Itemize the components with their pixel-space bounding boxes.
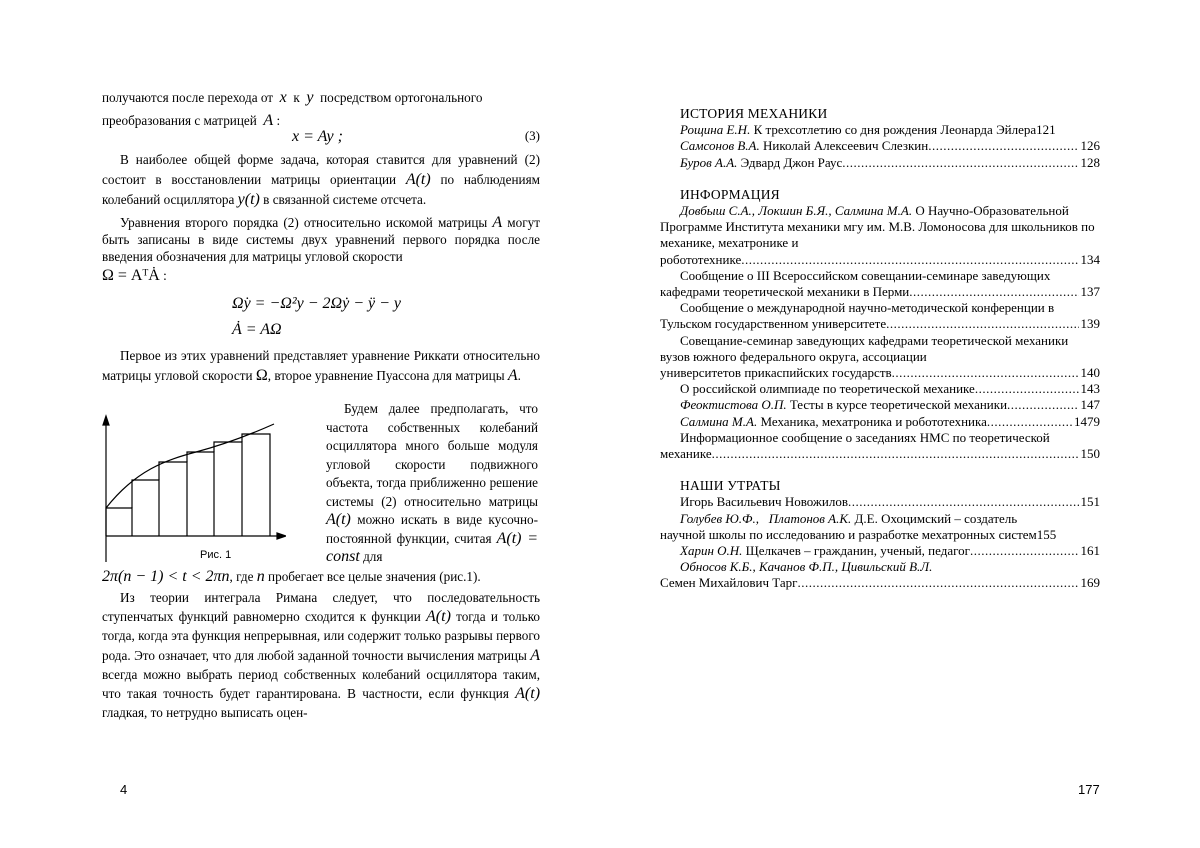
section-history-items [660, 122, 1100, 171]
page-number-right: 177 [1078, 782, 1100, 797]
section-title-history: ИСТОРИЯ МЕХАНИКИ [680, 106, 828, 121]
paragraph-3: Уравнения второго порядка (2) относительно искомой матрицы A могут быть записаны в виде системы двух уравнений первого порядка после введения обозначения для матрицы угловой скорости Ω = AᵀȦ : [102, 214, 540, 284]
toc-item[interactable]: Сообщение о III Всероссийском совещании-семинаре заведующих кафедрами теоретической механики в Перми ..... 137 [660, 268, 1100, 300]
toc-item[interactable]: Довбыш С.А., Локшин Б.Я., Салмина М.А. О Научно-Образовательной Программе Института механики мгу им. М.В. Ломоносова для школьников по механике, мехатронике и робототехнике ..... 134 [660, 203, 1100, 268]
curve [106, 424, 274, 508]
paragraph-4: Первое из этих уравнений представляет уравнение Риккати относительно матрицы угловой скорости Ω, второе уравнение Пуассона для матрицы A. [102, 348, 540, 384]
paragraph-2: В наиболее общей форме задача, которая ставится для уравнений (2) состоит в восстановлении матрицы ориентации A(t) по наблюдениям колебаний осциллятора y(t) в связанной системе отсчета. [102, 152, 540, 208]
inequality-line: 2π(n − 1) < t < 2πn, где n пробегает все целые значения (рис.1). [102, 568, 481, 585]
left-page: получаются после перехода от x к y посредством ортогонального преобразования с матрицей A : x = Ay ; (3) В наиболее общей форме задача, которая ставится для уравнений (2) состоит в восстановлении матрицы ориентации A(t) по наблюдениям колебаний осциллятора y(t) в связанной системе отсчета. Уравнения второго порядка (2) относительно искомой матрицы A могут быть записаны в виде системы двух уравнений первого порядка после введения обозначения для матрицы угловой скорости Ω = AᵀȦ : Ω̇y = −Ω²y − 2Ωẏ − ÿ − y Ȧ = AΩ Первое из этих уравнений представляет уравнение Риккати относительно матрицы угловой скорости Ω, второе уравнение Пуассона для матрицы A. Рис. 1 Будем далее предполагать, что частота собственных колебаний осциллятора много больше модуля угловой скорости подвижного объекта, тогда приближенно решение системы (2) относительно матрицы A(t) можно искать в виде кусочно-постоянной функции, считая A(t) = const для 2π(n − 1) < t < 2πn, где n пробегает все целые значения (рис.1). Из теории интеграла Римана следует, что последовательность ступенчатых функций равномерно сходится к функции A(t) тогда и только тогда, когда эта функция непрерывная, или содержит только разрывы первого рода. Это означает, что для любой заданной точности вычисления матрицы A всегда можно выбрать период собственных колебаний осциллятора таким, что такая точность будет гарантирована. В частности, если функция A(t) гладкая, то нетрудно выписать оцен- 4 [0, 0, 600, 848]
toc-item[interactable]: Голубев Ю.Ф., Платонов А.К. Д.Е. Охоцимский – создатель научной школы по исследованию и разработке мехатронных систем 155 [660, 510, 1057, 542]
toc-item[interactable]: Буров А.А. Эдвард Джон Раус ..... 128 [660, 155, 1100, 171]
toc-item[interactable]: Самсонов В.А. Николай Алексеевич Слезкин ..... 126 [660, 138, 1100, 154]
step-bars [106, 434, 270, 536]
toc-item[interactable]: Информационное сообщение о заседаниях НМС по теоретической механике ..... 150 [660, 430, 1100, 462]
paragraph-1: получаются после перехода от x к y посредством ортогонального преобразования с матрицей A : [102, 89, 483, 129]
toc-item[interactable]: Совещание-семинар заведующих кафедрами теоретической механики вузов южного федерального округа, ассоциации университетов прикаспийских государств ..... 140 [660, 333, 1100, 382]
figure-caption: Рис. 1 [200, 549, 232, 561]
toc-item[interactable]: Сообщение о международной научно-методической конференции в Тульском государственном университете ..... 139 [660, 300, 1100, 332]
right-page [600, 0, 1200, 848]
toc-item[interactable]: Игорь Васильевич Новожилов ..... 151 [660, 494, 1100, 510]
section-title-information: ИНФОРМАЦИЯ [680, 186, 780, 202]
paragraph-wrap-figure: Будем далее предполагать, что частота собственных колебаний осциллятора много больше модуля угловой скорости подвижного объекта, тогда приближенно решение системы (2) относительно матрицы A(t) можно искать в виде кусочно-постоянной функции, считая A(t) = const для [326, 401, 539, 565]
table-of-contents [660, 106, 1100, 592]
toc-item[interactable]: Феоктистова О.П. Тесты в курсе теоретической механики ..... 147 [660, 397, 1100, 413]
page-number-left: 4 [120, 782, 128, 797]
paragraph-5: Из теории интеграла Римана следует, что последовательность ступенчатых функций равномерно сходится к функции A(t) тогда и только тогда, когда эта функция непрерывная, или содержит только разрывы первого рода. Это означает, что для любой заданной точности вычисления матрицы A всегда можно выбрать период собственных колебаний осциллятора таким, что такая точность будет гарантирована. В частности, если функция A(t) гладкая, то нетрудно выписать оцен- [102, 590, 541, 721]
toc-item[interactable]: О российской олимпиаде по теоретической механике ..... 143 [660, 381, 1100, 397]
toc-item[interactable]: Харин О.Н. Щелкачев – гражданин, ученый, педагог ..... 161 [660, 543, 1100, 559]
section-title-losses: НАШИ УТРАТЫ [680, 478, 781, 494]
y-axis-arrow [103, 416, 109, 425]
step-function-figure [96, 412, 286, 567]
toc-item[interactable]: Обносов К.Б., Качанов Ф.П., Цивильский В.Л. Семен Михайлович Тарг ..... 169 [660, 559, 1100, 591]
toc-item[interactable]: Рощина Е.Н. К трехсотлетию со дня рождения Леонарда Эйлера 121 [680, 122, 1056, 138]
toc-item[interactable]: Салмина М.А. Механика, мехатроника и робототехника ..... 1479 [660, 414, 1100, 430]
x-axis-arrow [277, 533, 286, 539]
